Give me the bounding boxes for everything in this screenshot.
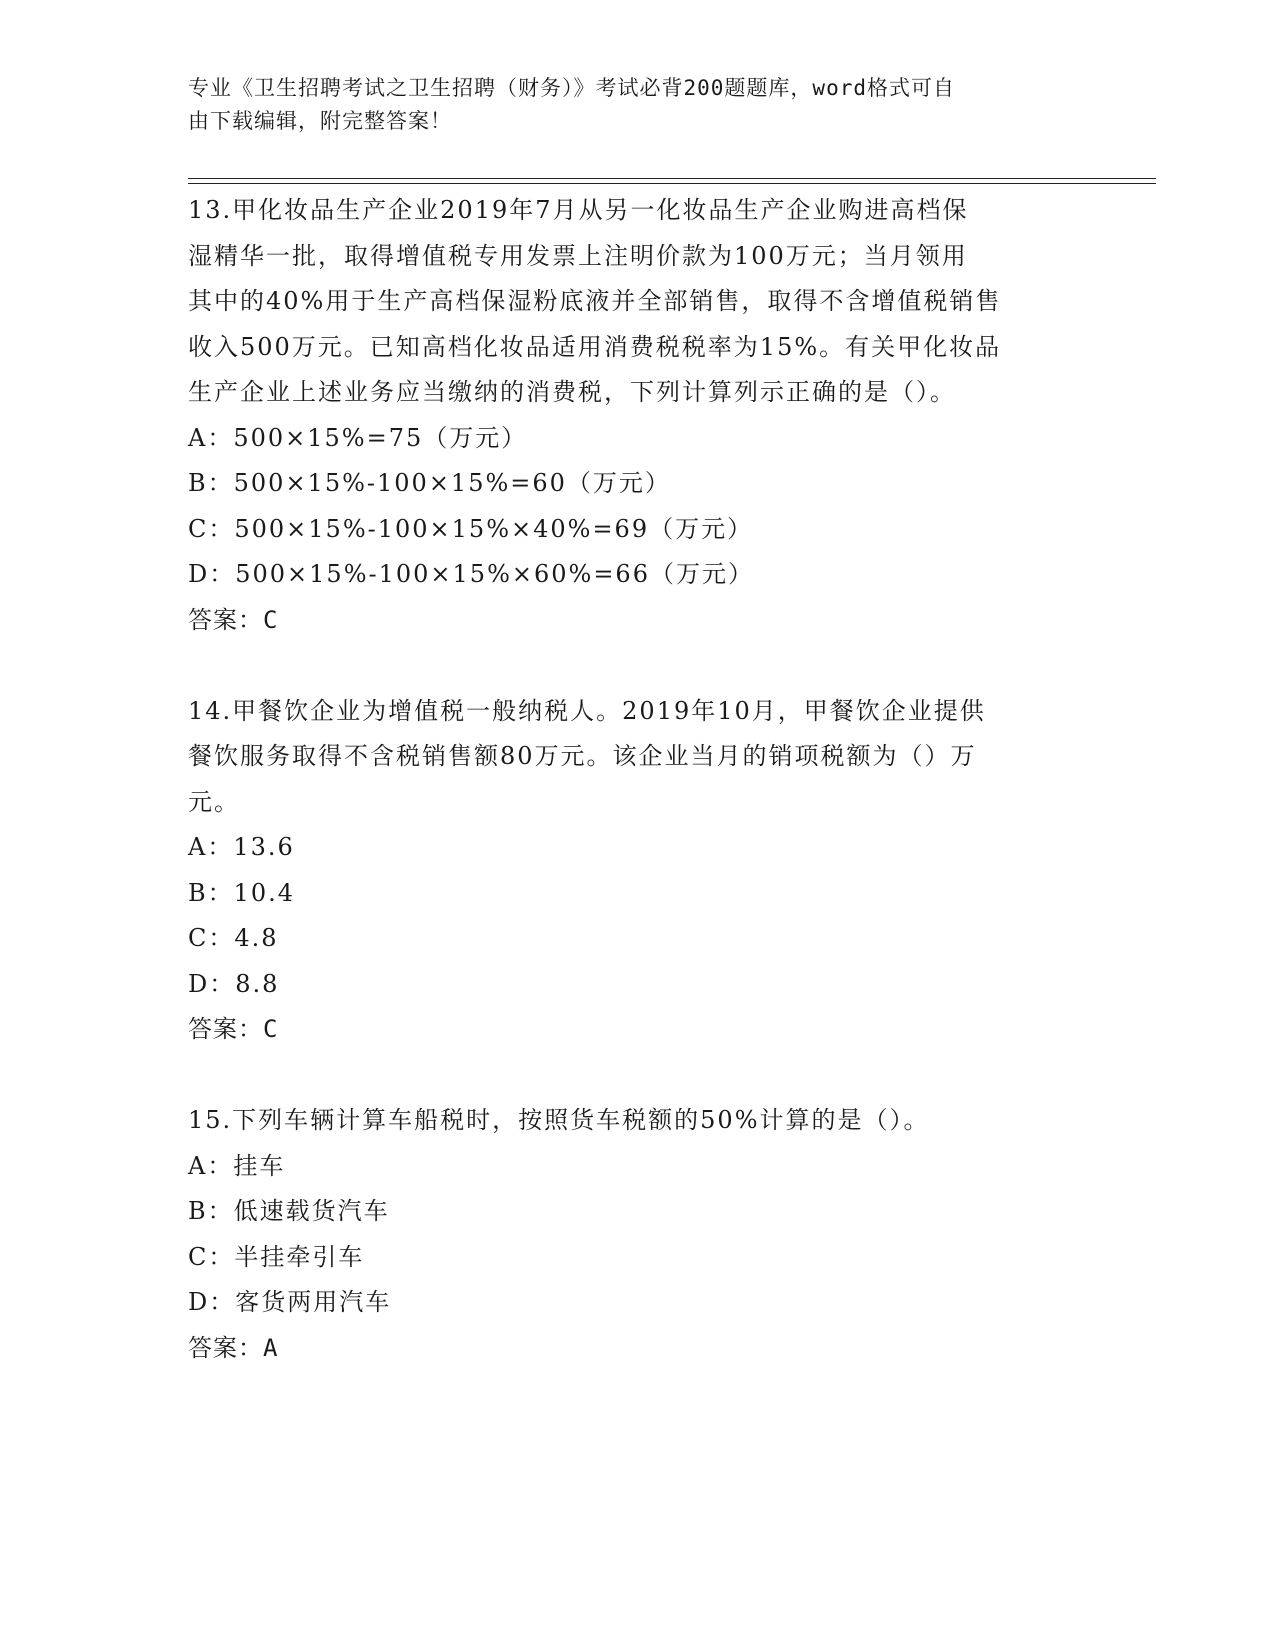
header-divider-top <box>188 178 1156 179</box>
question-text-line: 餐饮服务取得不含税销售额80万元。该企业当月的销项税额为（）万 <box>188 742 977 770</box>
question-15 <box>188 1098 1088 1371</box>
header-line-1: 专业《卫生招聘考试之卫生招聘（财务）》考试必背200题题库，word格式可自 <box>188 76 955 100</box>
question-text-line: 收入500万元。已知高档化妆品适用消费税税率为15%。有关甲化妆品 <box>188 332 1002 361</box>
option-c: C：半挂牵引车 <box>188 1242 365 1271</box>
option-d: D：客货两用汽车 <box>188 1288 392 1316</box>
header-divider-bottom <box>188 183 1156 184</box>
answer-label: 答案：A <box>188 1333 279 1362</box>
question-text-line: 其中的40%用于生产高档保湿粉底液并全部销售，取得不含增值税销售 <box>188 287 1002 315</box>
header-line-2: 由下载编辑，附完整答案！ <box>188 109 452 133</box>
question-text-line: 14.甲餐饮企业为增值税一般纳税人。2019年10月，甲餐饮企业提供 <box>188 696 986 725</box>
question-14 <box>188 689 1088 1053</box>
question-spacer <box>188 1053 1088 1099</box>
option-d: D：8.8 <box>188 969 280 998</box>
option-a: A：500×15%=75（万元） <box>188 423 528 452</box>
option-b: B：10.4 <box>188 878 296 907</box>
option-c: C：500×15%-100×15%×40%=69（万元） <box>188 514 754 543</box>
question-text-line: 13.甲化妆品生产企业2019年7月从另一化妆品生产企业购进高档保 <box>188 196 969 224</box>
question-spacer <box>188 643 1088 689</box>
question-text-line: 生产企业上述业务应当缴纳的消费税，下列计算列示正确的是（）。 <box>188 378 956 406</box>
question-13 <box>188 188 1088 643</box>
question-list <box>188 188 1088 1371</box>
option-c: C：4.8 <box>188 924 279 952</box>
question-text-line: 湿精华一批，取得增值税专用发票上注明价款为100万元；当月领用 <box>188 241 968 270</box>
option-b: B：500×15%-100×15%=60（万元） <box>188 469 671 497</box>
option-a: A：13.6 <box>188 833 295 861</box>
question-text-line: 元。 <box>188 787 240 816</box>
option-a: A：挂车 <box>188 1151 286 1180</box>
document-header <box>188 72 1068 138</box>
question-text-line: 15.下列车辆计算车船税时，按照货车税额的50%计算的是（）。 <box>188 1106 930 1134</box>
answer-label: 答案：C <box>188 1015 279 1043</box>
option-d: D：500×15%-100×15%×60%=66（万元） <box>188 560 754 588</box>
answer-label: 答案：C <box>188 605 279 634</box>
option-b: B：低速载货汽车 <box>188 1197 390 1225</box>
